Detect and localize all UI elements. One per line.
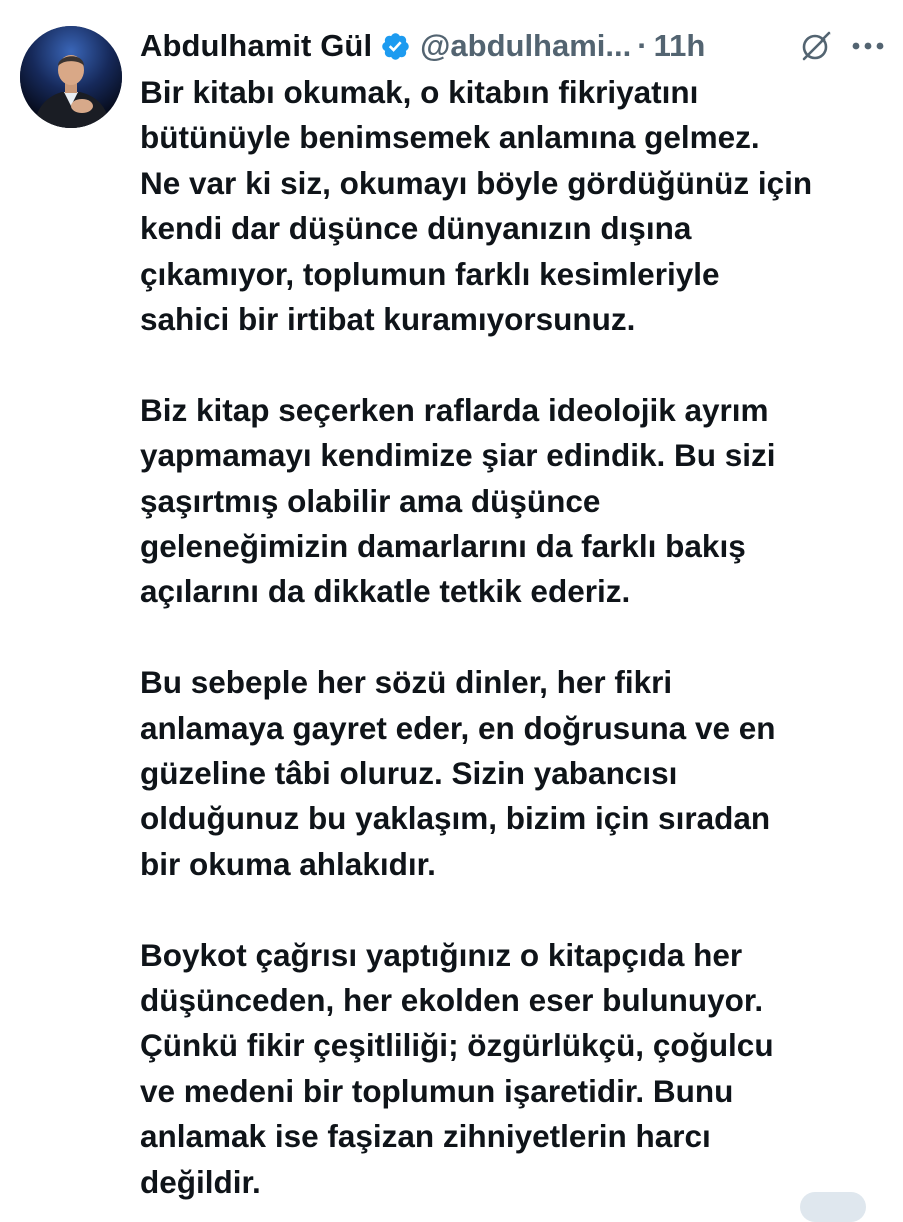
text-line: sahici bir irtibat kuramıyorsunuz. xyxy=(140,301,636,338)
grok-icon[interactable] xyxy=(800,30,832,62)
text-line: güzeline tâbi oluruz. Sizin yabancısı xyxy=(140,755,678,792)
text-line: Boykot çağrısı yaptığınız o kitapçıda her xyxy=(140,936,743,973)
text-line: kendi dar düşünce dünyanızın dışına xyxy=(140,210,692,247)
verified-badge-icon xyxy=(380,31,411,62)
tweet-timestamp[interactable]: 11h xyxy=(653,28,706,63)
author-handle[interactable]: @abdulhami... xyxy=(420,28,632,63)
text-line: Bu sebeple her sözü dinler, her fikri xyxy=(140,664,673,701)
tweet-paragraph xyxy=(140,70,880,342)
text-line: bütünüyle benimsemek anlamına gelmez. xyxy=(140,119,760,156)
text-line: çıkamıyor, toplumun farklı kesimleriyle xyxy=(140,255,720,292)
text-line: Biz kitap seçerken raflarda ideolojik ayrım xyxy=(140,391,769,428)
tweet-paragraph xyxy=(140,660,880,887)
text-line: geleneğimizin damarlarını da farklı bakış xyxy=(140,528,746,565)
text-line: bir okuma ahlakıdır. xyxy=(140,845,436,882)
tweet-paragraph xyxy=(140,388,880,615)
paragraph-gap xyxy=(140,342,880,387)
header-separator: · xyxy=(637,28,648,63)
paragraph-gap xyxy=(140,887,880,932)
text-line: Bir kitabı okumak, o kitabın fikriyatını xyxy=(140,74,699,110)
floating-compose-button[interactable] xyxy=(800,1192,866,1222)
text-line: şaşırtmış olabilir ama düşünce xyxy=(140,482,601,519)
text-line: yapmamayı kendimize şiar edindik. Bu sizi xyxy=(140,437,776,474)
text-line: anlamaya gayret eder, en doğrusuna ve en xyxy=(140,709,776,746)
text-line: Çünkü fikir çeşitliliği; özgürlükçü, çoğulcu xyxy=(140,1027,774,1064)
avatar-photo xyxy=(20,26,122,128)
more-options-icon[interactable] xyxy=(848,32,888,60)
text-line: anlamak ise faşizan zihniyetlerin harcı xyxy=(140,1118,711,1155)
author-display-name[interactable]: Abdulhamit Gül xyxy=(140,28,373,63)
text-line: değildir. xyxy=(140,1163,261,1200)
tweet-paragraph xyxy=(140,933,880,1205)
text-line: olduğunuz bu yaklaşım, bizim için sıradan xyxy=(140,800,771,837)
tweet-text xyxy=(140,70,880,1205)
text-line: Ne var ki siz, okumayı böyle gördüğünüz için xyxy=(140,164,813,201)
tweet-header xyxy=(140,24,903,68)
text-line: ve medeni bir toplumun işaretidir. Bunu xyxy=(140,1072,734,1109)
text-line: düşünceden, her ekolden eser bulunuyor. xyxy=(140,982,764,1019)
avatar[interactable] xyxy=(20,26,122,128)
text-line: açılarını da dikkatle tetkik ederiz. xyxy=(140,573,631,610)
paragraph-gap xyxy=(140,615,880,660)
